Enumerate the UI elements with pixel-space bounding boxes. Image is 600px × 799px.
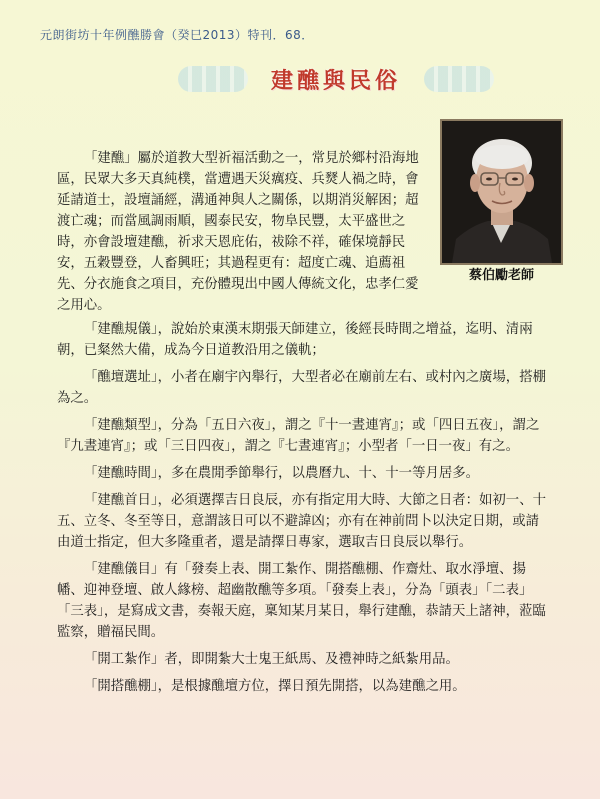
title-banner — [178, 60, 494, 98]
paragraph-shed-building: 「開搭醮棚」，是根據醮壇方位，擇日預先開搭，以為建醮之用。 — [84, 679, 466, 694]
cloud-ornament-right — [424, 66, 494, 92]
running-header: 元朗街坊十年例醮勝會（癸巳2013）特刊．68． — [40, 28, 314, 42]
paragraph-paper-crafts: 「開工紮作」者，即開紮大士鬼王紙馬、及禮神時之紙紮用品。 — [84, 652, 459, 667]
paragraph-intro: 「建醮」屬於道教大型祈福活動之一，常見於鄉村沿海地區，民眾大多天真純樸，當遭遇天災癘疫、兵燹人禍之時，會延請道士，設壇誦經，溝通神與人之關係，以期消災解困；超渡亡魂；而當風調雨順，國泰民安，物阜民豐，太平盛世之時，亦會設壇建醮，祈求天恩庇佑，祓除不祥，確保境靜民安，五穀豐登，人畜興旺；其過程更有：超度亡魂、追薦祖先、分衣施食之項目，充份體現出中國人傳統文化，忠孝仁愛之用心。 — [57, 151, 419, 313]
portrait-caption: 蔡伯勵老師 — [468, 268, 534, 283]
paragraph-rituals-origin: 「建醮規儀」，說始於東漢末期張天師建立，後經長時間之增益，迄明、清兩朝，已粲然大備，成為今日道教沿用之儀軌； — [57, 322, 533, 358]
cloud-ornament-left — [178, 66, 248, 92]
article-title: 建醮與民俗 — [270, 68, 401, 94]
paragraph-ritual-items: 「建醮儀目」有「發奏上表、開工紮作、開搭醮棚、作齋灶、取水淨壇、揚幡、迎神登壇、啟人緣榜、超幽散醮等多項。「發奏上表」，分為「頭表」「二表」「三表」，是寫成文書，奏報天庭，稟知某月某日，舉行建醮，恭請天上諸神，蒞臨監察，贈福民間。 — [57, 562, 546, 640]
paragraph-ritual-types: 「建醮類型」，分為「五日六夜」，謂之『十一晝連宵』；或「四日五夜」，謂之『九晝連宵』；或「三日四夜」，謂之『七晝連宵』；小型者「一日一夜」有之。 — [57, 418, 540, 454]
paragraph-first-day: 「建醮首日」，必須選擇吉日良辰，亦有指定用大時、大節之日者：如初一、十五、立冬、冬至等日，意謂該日可以不避諱凶；亦有在神前問卜以決定日期，或請由道士指定，但大多隆重者，還是請擇日專家，選取吉日良辰以舉行。 — [57, 493, 546, 550]
article-body — [57, 148, 549, 703]
paragraph-site-selection: 「醮壇選址」，小者在廟宇內舉行，大型者必在廟前左右、或村內之廣場，搭棚為之。 — [57, 370, 546, 406]
paragraph-ritual-timing: 「建醮時間」，多在農閒季節舉行，以農曆九、十、十一等月居多。 — [84, 466, 480, 481]
